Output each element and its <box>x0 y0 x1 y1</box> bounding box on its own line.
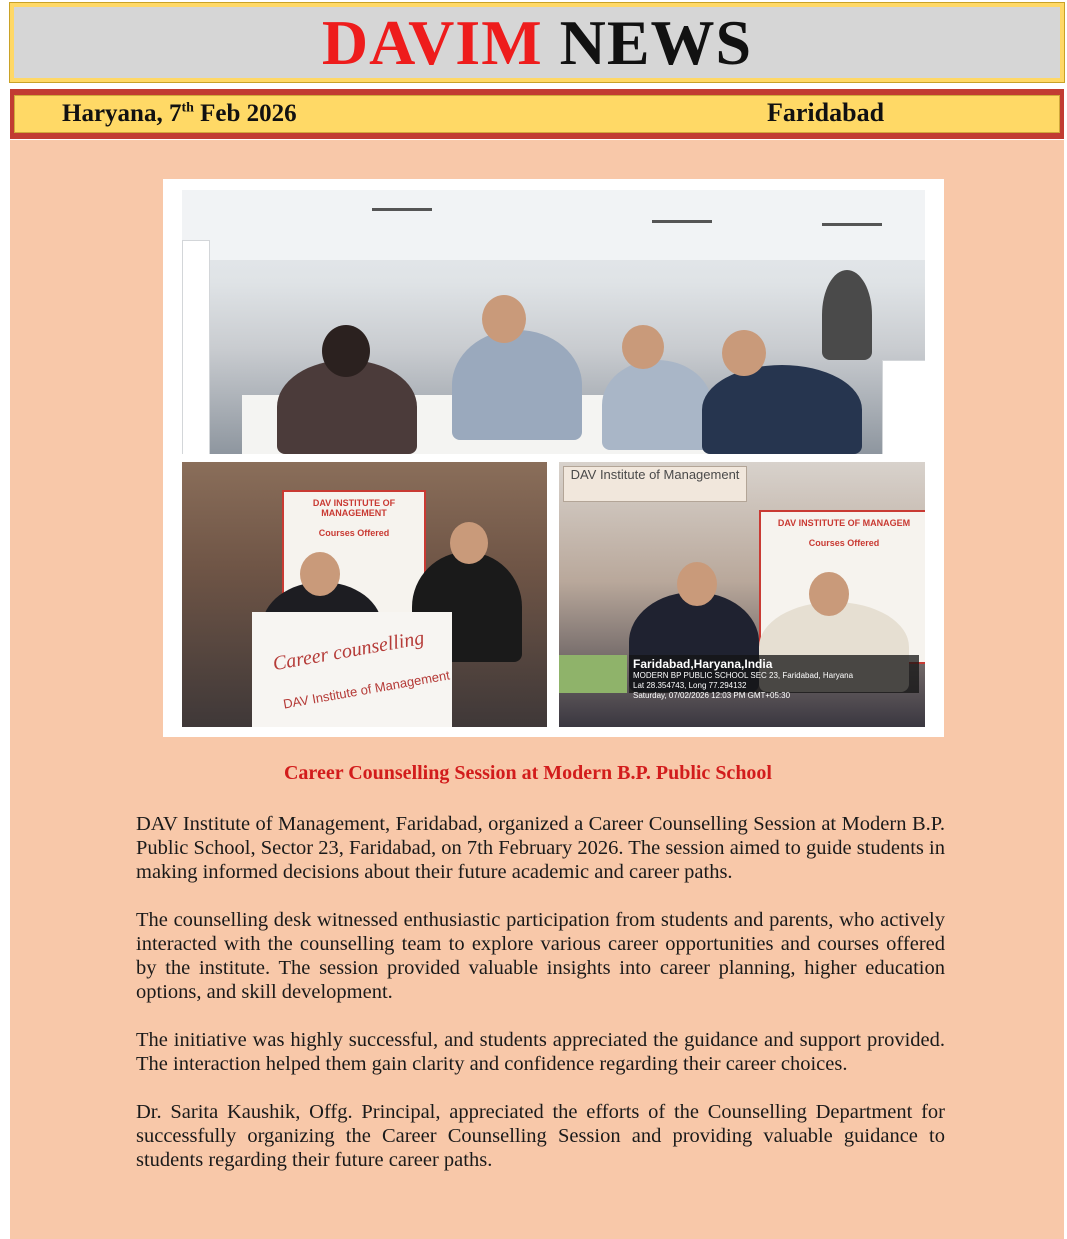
ceiling <box>182 190 925 260</box>
article-paragraph: The initiative was highly successful, and students appreciated the guidance and support provided. The interaction helped them gain clarity and confidence regarding their career choices. <box>136 1029 945 1075</box>
dateline-city: Faridabad <box>767 98 885 127</box>
desk-label: Career counselling <box>271 626 426 676</box>
person-head <box>322 325 370 377</box>
pillar <box>882 360 925 454</box>
photo-collage <box>163 179 944 737</box>
geotag-timestamp: Saturday, 07/02/2026 12:03 PM GMT+05:30 <box>633 690 791 700</box>
photo-counsellors <box>559 462 925 727</box>
dateline-place: Haryana, 7 <box>62 100 182 127</box>
person-head <box>622 325 664 369</box>
counselling-desk <box>252 612 452 727</box>
person-head <box>300 552 340 596</box>
person-head <box>450 522 488 564</box>
ceiling-fan <box>652 220 712 223</box>
article-paragraph: Dr. Sarita Kaushik, Offg. Principal, appreciated the efforts of the Counselling Department for successfully organizing the Career Counselling Session and providing valuable guidance to students regarding their future career paths. <box>136 1101 945 1171</box>
person <box>822 270 872 360</box>
person-head <box>722 330 766 376</box>
masthead <box>10 3 1064 82</box>
geotag-address: MODERN BP PUBLIC SCHOOL SEC 23, Faridabad, Haryana <box>633 671 854 681</box>
banner-subtitle: Courses Offered <box>318 528 390 538</box>
article-headline: Career Counselling Session at Modern B.P. Public School <box>283 762 772 784</box>
banner-title: DAV INSTITUTE OF MANAGEM <box>777 518 911 528</box>
article-paragraph: DAV Institute of Management, Faridabad, organized a Career Counselling Session at Modern B.P. Public School, Sector 23, Faridabad, on 7th February 2026. The session aimed to guide students in making informed decisions about their future academic and career paths. <box>136 813 945 883</box>
dateline-date-rest: Feb 2026 <box>193 100 297 127</box>
title-davim: DAVIM <box>321 6 543 78</box>
geotag-overlay <box>629 655 919 700</box>
geotag-coordinates: Lat 28.354743, Long 77.294132 <box>633 680 747 690</box>
dateline-bar <box>10 89 1064 139</box>
article-paragraph: The counselling desk witnessed enthusiastic participation from students and parents, who actively interacted with the counselling team to explore various career opportunities and courses offered by the institute. The session provided valuable insights into career planning, higher education options, and skill development. <box>136 909 945 1003</box>
desk-subtitle: DAV Institute of Management <box>281 667 451 712</box>
dateline-inner <box>14 95 1060 133</box>
institute-sign: DAV Institute of Management <box>563 466 747 502</box>
photo-hall-counselling <box>182 190 925 454</box>
ceiling-fan <box>372 208 432 211</box>
person <box>452 330 582 440</box>
article-body <box>136 812 945 1196</box>
geotag-map <box>559 655 627 693</box>
title-news: NEWS <box>559 6 753 78</box>
newsletter-title <box>321 6 753 78</box>
dateline-ordinal: th <box>181 100 194 116</box>
ceiling-fan <box>822 223 882 226</box>
geotag-title: Faridabad,Haryana,India <box>633 657 773 671</box>
person <box>702 365 862 454</box>
photo-counselling-desk <box>182 462 547 727</box>
banner-subtitle: Courses Offered <box>808 538 880 548</box>
article-page <box>10 140 1064 1239</box>
banner-title: DAV INSTITUTE OF MANAGEMENT <box>312 498 396 518</box>
person-head <box>809 572 849 616</box>
pillar <box>182 240 210 454</box>
person <box>602 360 712 450</box>
person-head <box>482 295 526 343</box>
person-head <box>677 562 717 606</box>
dateline-date <box>62 100 297 128</box>
